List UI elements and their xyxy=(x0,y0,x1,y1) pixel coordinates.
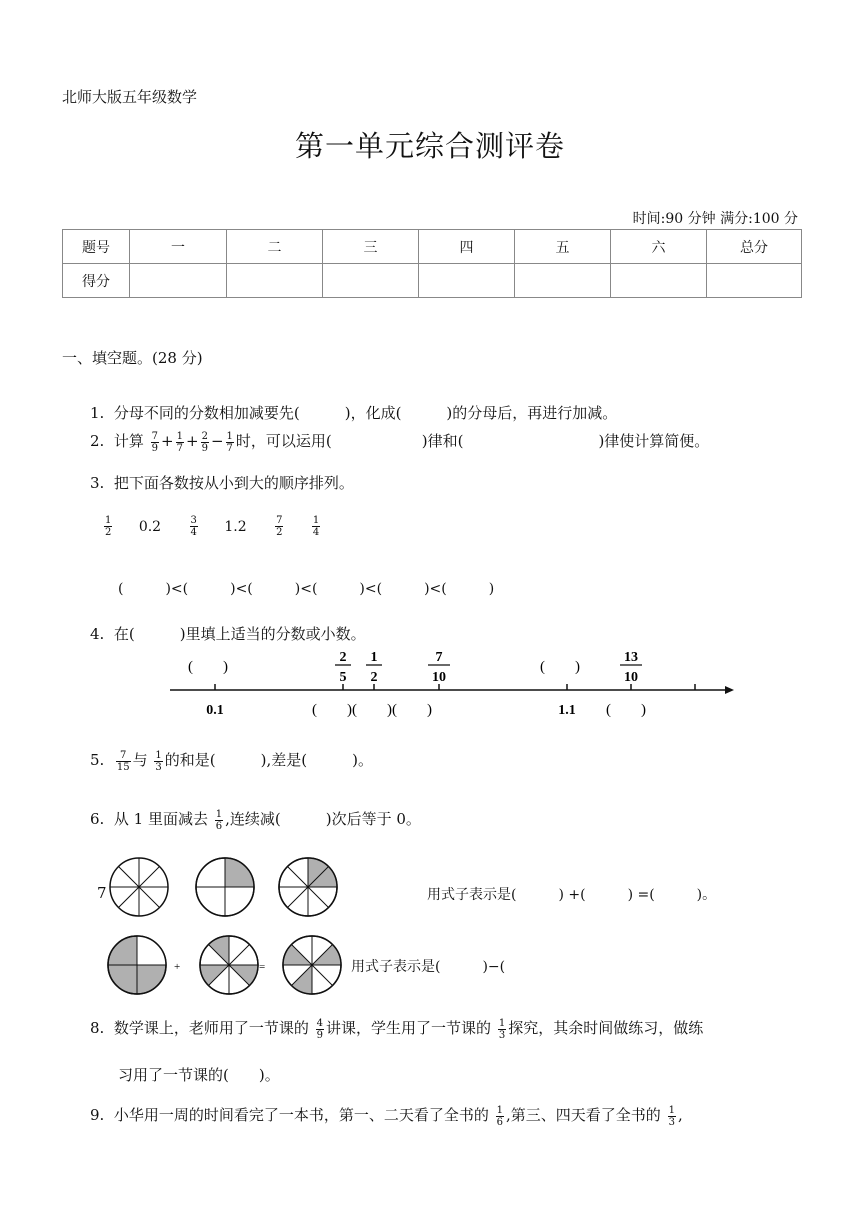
number-item: $\frac{3}{4}$ xyxy=(190,515,197,538)
answer-paren[interactable]: ( ) xyxy=(188,659,228,675)
answer-parens[interactable]: ( )( )( ) xyxy=(312,702,432,718)
score-cell: 六 xyxy=(611,230,707,264)
answer-paren[interactable]: ( ) xyxy=(540,659,580,675)
question-text: 分母不同的分数相加减要先( )，化成( )的分母后，再进行加减。 xyxy=(113,404,618,422)
circle-eighths-shaded xyxy=(279,858,337,916)
fraction-circles-row2 xyxy=(104,933,344,997)
question-text: 探究，其余时间做练习，做练 xyxy=(508,1019,704,1037)
question-number: 8. xyxy=(90,1019,105,1037)
equals-sign: = xyxy=(259,961,266,973)
question-2 xyxy=(90,430,709,454)
fraction-1-2 xyxy=(366,650,382,685)
fraction: $\frac{2}{9}$ xyxy=(201,430,208,454)
svg-text:1: 1 xyxy=(370,650,378,665)
question-text: ,第三、四天看了全书的 xyxy=(506,1106,661,1124)
question-text: 把下面各数按从小到大的顺序排列。 xyxy=(113,474,354,492)
circle-quarters-shaded xyxy=(108,936,166,994)
fraction: $\frac{1}{6}$ xyxy=(215,808,223,832)
order-answer-blanks[interactable]: ( )<( )<( )<( )<( )<( ) xyxy=(118,581,495,597)
question-text: 从 1 里面减去 xyxy=(113,810,208,828)
fraction: $\frac{1}{3}$ xyxy=(155,749,162,773)
answer-paren[interactable]: ( ) xyxy=(606,702,646,718)
svg-text:7: 7 xyxy=(435,650,443,665)
score-input-cell[interactable] xyxy=(323,264,419,298)
score-table xyxy=(62,229,802,298)
score-cell: 一 xyxy=(130,230,227,264)
question-number: 7 xyxy=(97,884,107,902)
question-text-line2: 习用了一节课的( )。 xyxy=(118,1066,280,1084)
score-table-header-row xyxy=(63,230,802,264)
score-input-cell[interactable] xyxy=(130,264,227,298)
expression-blanks[interactable]: 用式子表示是( )−( xyxy=(351,959,506,975)
svg-text:10: 10 xyxy=(624,670,638,685)
expression-blanks[interactable]: 用式子表示是( ) +( ) =( )。 xyxy=(427,887,717,903)
question-8 xyxy=(90,1017,703,1041)
circle-eighths xyxy=(110,858,168,916)
svg-text:2: 2 xyxy=(370,670,378,685)
score-cell: 四 xyxy=(419,230,515,264)
fraction-13-10 xyxy=(620,650,642,685)
question-text: ,连续减( )次后等于 0。 xyxy=(225,810,421,828)
number-item: $\frac{7}{2}$ xyxy=(276,515,283,538)
circle-eighths-shaded xyxy=(283,936,341,994)
score-input-cell[interactable] xyxy=(707,264,802,298)
svg-text:13: 13 xyxy=(624,650,638,665)
time-info: 时间:90 分钟 满分:100 分 xyxy=(632,211,798,227)
question-text: 在( )里填上适当的分数或小数。 xyxy=(113,625,366,643)
fraction: $\frac{4}{9}$ xyxy=(316,1017,324,1041)
fraction: $\frac{1}{3}$ xyxy=(668,1104,675,1128)
fraction: $\frac{1}{7}$ xyxy=(176,430,183,454)
fraction: $\frac{1}{7}$ xyxy=(226,430,233,454)
question-number: 9. xyxy=(90,1106,105,1124)
operator: + xyxy=(161,432,174,450)
number-item: $\frac{1}{4}$ xyxy=(312,515,320,538)
score-cell: 总分 xyxy=(707,230,802,264)
score-cell: 三 xyxy=(323,230,419,264)
question-5 xyxy=(90,749,373,773)
tick-label: 1.1 xyxy=(558,703,576,718)
score-input-cell[interactable] xyxy=(611,264,707,298)
score-cell: 题号 xyxy=(63,230,130,264)
question-text: 时，可以运用( )律和( )律使计算简便。 xyxy=(235,432,710,450)
question-text: , xyxy=(677,1106,683,1124)
plus-sign: + xyxy=(174,961,181,973)
question-1 xyxy=(90,402,617,423)
subject-label: 北师大版五年级数学 xyxy=(62,88,198,106)
question-text: 小华用一周的时间看完了一本书，第一、二天看了全书的 xyxy=(113,1106,489,1124)
ticks xyxy=(215,684,695,690)
question-number: 3. xyxy=(90,474,105,492)
score-cell: 得分 xyxy=(63,264,130,298)
circle-quarters xyxy=(196,858,254,916)
question-number: 1. xyxy=(90,404,105,422)
tick-label: 0.1 xyxy=(206,703,224,718)
question-text: 与 xyxy=(132,751,148,769)
svg-text:5: 5 xyxy=(339,670,347,685)
score-cell: 二 xyxy=(227,230,323,264)
score-table-score-row xyxy=(63,264,802,298)
fraction: $\frac{1}{6}$ xyxy=(496,1104,504,1128)
question-number: 5. xyxy=(90,751,105,769)
fraction: $\frac{7}{9}$ xyxy=(151,430,159,454)
fraction: $\frac{7}{15}$ xyxy=(116,749,130,773)
question-number: 6. xyxy=(90,810,105,828)
number-item: 0.2 xyxy=(138,518,162,535)
score-input-cell[interactable] xyxy=(419,264,515,298)
question-6 xyxy=(90,808,421,832)
score-input-cell[interactable] xyxy=(227,264,323,298)
fraction: $\frac{1}{3}$ xyxy=(498,1017,506,1041)
question-3 xyxy=(90,472,354,493)
score-cell: 五 xyxy=(515,230,611,264)
svg-text:10: 10 xyxy=(432,670,446,685)
fraction-7-10 xyxy=(428,650,450,685)
fraction-2-5 xyxy=(335,650,351,685)
svg-text:2: 2 xyxy=(339,650,347,665)
arrow-head xyxy=(725,686,734,694)
question-number: 4. xyxy=(90,625,105,643)
question-text: 讲课，学生用了一节课的 xyxy=(326,1019,492,1037)
fraction-circles-row1 xyxy=(105,855,345,919)
number-line xyxy=(0,640,860,730)
number-list xyxy=(102,515,342,538)
number-item: 1.2 xyxy=(224,518,247,535)
question-text: 的和是( ),差是( )。 xyxy=(164,751,373,769)
question-text: 数学课上，老师用了一节课的 xyxy=(113,1019,309,1037)
question-text: 计算 xyxy=(113,432,144,450)
question-9 xyxy=(90,1104,683,1128)
circle-eighths-shaded xyxy=(200,936,258,994)
question-number: 2. xyxy=(90,432,105,450)
score-input-cell[interactable] xyxy=(515,264,611,298)
operator: + xyxy=(185,432,199,450)
section-heading: 一、填空题。(28 分) xyxy=(62,349,203,367)
number-item: $\frac{1}{2}$ xyxy=(105,515,112,538)
operator: − xyxy=(210,432,224,450)
page-title: 第一单元综合测评卷 xyxy=(294,129,565,163)
